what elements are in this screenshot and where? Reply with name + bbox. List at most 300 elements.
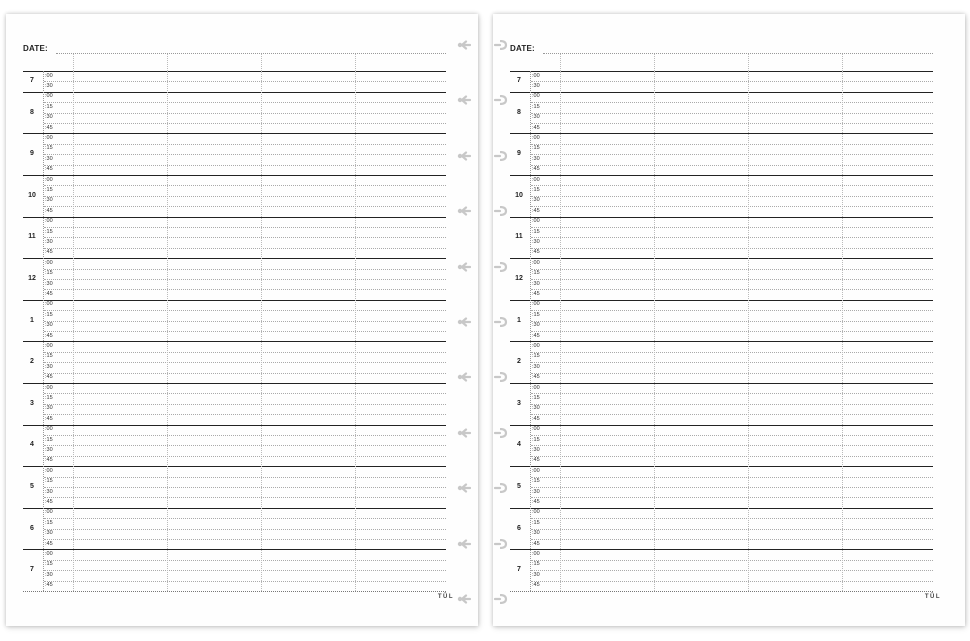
hour-label: 1 [517,316,521,324]
hour-rule [510,508,933,509]
binder-slot-icon [457,428,471,438]
column-line [748,71,749,591]
slot-divider [44,113,446,114]
slot-divider [44,477,446,478]
slot-divider [44,414,446,415]
minute-label: :30 [532,405,540,412]
minute-label: :30 [45,238,53,245]
column-separator [355,54,356,71]
brand-logo: TŪL [924,594,941,600]
hour-label: 3 [517,399,521,407]
hour-rule [23,175,446,176]
slot-divider [531,581,933,582]
minute-label: :00 [532,176,540,183]
column-separator [748,54,749,71]
column-separator [560,54,561,71]
hour-rule [510,258,933,259]
slot-divider [44,123,446,124]
minute-label: :30 [532,280,540,287]
schedule-grid [23,71,446,591]
minute-label: :15 [45,103,53,110]
slot-divider [44,570,446,571]
slot-divider [531,165,933,166]
hour-label: 10 [515,191,523,199]
column-line [261,71,262,591]
hour-label: 11 [515,233,523,241]
minute-label: :00 [45,384,53,391]
minute-label: :00 [532,467,540,474]
hour-rule [510,300,933,301]
hour-block [510,425,933,467]
slot-divider [531,144,933,145]
slot-divider [531,321,933,322]
minute-label: :15 [45,436,53,443]
binder-slot-icon [457,95,471,105]
hour-rule [23,300,446,301]
hour-label: 2 [30,358,34,366]
slot-divider [44,560,446,561]
hour-rule [510,71,933,72]
minute-label: :00 [45,550,53,557]
minute-label: :45 [45,332,53,339]
column-line [654,71,655,591]
slot-divider [44,248,446,249]
minute-label: :15 [532,228,540,235]
hour-label: 2 [517,358,521,366]
slot-divider [531,331,933,332]
hour-label: 12 [28,274,36,282]
hour-block [510,258,933,300]
column-separator [842,54,843,71]
hour-block [23,300,446,342]
binder-slot-icon [457,372,471,382]
slot-divider [44,279,446,280]
minute-column-line [530,71,531,591]
hour-block [23,217,446,259]
slot-divider [44,393,446,394]
minute-label: :00 [45,342,53,349]
slot-divider [531,570,933,571]
slot-divider [531,196,933,197]
minute-column-line [43,71,44,591]
slot-divider [44,539,446,540]
minute-label: :00 [532,342,540,349]
slot-divider [531,362,933,363]
slot-divider [531,123,933,124]
minute-label: :30 [532,571,540,578]
minute-label: :30 [532,114,540,121]
slot-divider [44,529,446,530]
minute-label: :15 [532,561,540,568]
slot-divider [44,331,446,332]
minute-label: :15 [532,436,540,443]
minute-label: :45 [532,124,540,131]
slot-divider [531,237,933,238]
slot-divider [44,154,446,155]
minute-label: :45 [532,582,540,589]
minute-label: :45 [45,457,53,464]
slot-divider [44,227,446,228]
binder-slot-icon [494,151,508,161]
hour-label: 7 [517,566,521,574]
slot-divider [531,518,933,519]
minute-label: :00 [532,72,540,79]
minute-label: :30 [45,322,53,329]
minute-label: :45 [532,540,540,547]
minute-label: :00 [532,93,540,100]
minute-label: :45 [45,207,53,214]
minute-label: :30 [45,405,53,412]
minute-label: :15 [45,228,53,235]
slot-divider [531,102,933,103]
hour-block [23,71,446,92]
minute-label: :30 [45,571,53,578]
minute-label: :45 [45,374,53,381]
minute-label: :45 [532,374,540,381]
minute-label: :45 [45,166,53,173]
hour-rule [23,425,446,426]
hour-block [510,71,933,92]
slot-divider [44,404,446,405]
minute-label: :15 [45,478,53,485]
slot-divider [531,185,933,186]
hour-rule [510,383,933,384]
minute-label: :15 [532,103,540,110]
minute-label: :45 [532,290,540,297]
hour-block [23,425,446,467]
column-line [73,71,74,591]
hour-rule [23,133,446,134]
minute-label: :45 [45,249,53,256]
hour-rule [510,175,933,176]
column-line [167,71,168,591]
hour-block [510,466,933,508]
slot-divider [531,81,933,82]
slot-divider [44,445,446,446]
hour-rule [23,71,446,72]
hour-label: 7 [30,77,34,85]
minute-label: :15 [45,519,53,526]
minute-label: :15 [532,519,540,526]
minute-label: :45 [532,457,540,464]
minute-label: :30 [532,446,540,453]
hour-label: 5 [517,482,521,490]
minute-label: :15 [532,311,540,318]
hour-block [23,133,446,175]
hour-rule [23,258,446,259]
hour-rule [510,92,933,93]
minute-label: :15 [532,478,540,485]
minute-label: :15 [45,311,53,318]
hour-label: 5 [30,482,34,490]
minute-label: :45 [45,124,53,131]
minute-label: :45 [532,207,540,214]
minute-label: :45 [532,332,540,339]
binder-slot-icon [494,95,508,105]
minute-label: :15 [45,395,53,401]
slot-divider [531,560,933,561]
slot-divider [531,487,933,488]
hour-block [510,300,933,342]
hour-block [510,217,933,259]
date-label: DATE: [510,44,535,53]
slot-divider [531,373,933,374]
binder-slot-icon [494,40,508,50]
minute-label: :15 [532,145,540,152]
column-separator [73,54,74,71]
minute-label: :45 [45,582,53,589]
hour-block [510,133,933,175]
slot-divider [531,393,933,394]
column-separator [654,54,655,71]
minute-label: :00 [532,218,540,225]
slot-divider [44,289,446,290]
minute-label: :00 [532,259,540,266]
slot-divider [531,404,933,405]
minute-label: :30 [45,114,53,121]
minute-label: :00 [532,509,540,516]
brand-logo: TŪL [437,594,454,600]
slot-divider [531,435,933,436]
slot-divider [531,269,933,270]
hour-label: 6 [517,524,521,532]
minute-label: :00 [532,426,540,433]
binder-slot-icon [494,317,508,327]
minute-label: :00 [45,259,53,266]
planner-page-right [493,14,965,626]
minute-label: :15 [45,270,53,277]
column-header-band [510,54,933,71]
slot-divider [44,237,446,238]
slot-divider [531,352,933,353]
hour-rule [23,508,446,509]
slot-divider [44,497,446,498]
minute-label: :30 [532,530,540,537]
binder-slot-icon [457,539,471,549]
minute-label: :00 [532,550,540,557]
hour-rule [510,217,933,218]
hour-label: 12 [515,274,523,282]
minute-label: :00 [45,467,53,474]
binder-slot-icon [494,262,508,272]
slot-divider [44,269,446,270]
slot-divider [531,539,933,540]
hour-rule [23,92,446,93]
hour-rule [510,549,933,550]
minute-label: :45 [45,415,53,422]
minute-label: :15 [45,145,53,152]
slot-divider [531,227,933,228]
planner-page-left [6,14,478,626]
hour-label: 4 [517,441,521,449]
minute-label: :30 [45,280,53,287]
binder-slot-icon [494,428,508,438]
minute-label: :15 [45,353,53,360]
minute-label: :15 [45,561,53,568]
slot-divider [531,414,933,415]
hour-rule [23,383,446,384]
minute-label: :30 [532,197,540,204]
grid-bottom-rule [23,591,446,592]
minute-label: :30 [532,83,540,89]
column-header-band [23,54,446,71]
binder-slot-icon [494,539,508,549]
hour-label: 9 [517,150,521,158]
minute-label: :30 [45,446,53,453]
slot-divider [44,373,446,374]
hour-label: 8 [30,108,34,116]
minute-label: :00 [45,509,53,516]
binder-slot-icon [457,483,471,493]
slot-divider [44,81,446,82]
hour-label: 7 [517,77,521,85]
minute-label: :15 [45,187,53,193]
minute-label: :00 [45,72,53,79]
hour-block [510,549,933,591]
date-label: DATE: [23,44,48,53]
minute-label: :30 [45,530,53,537]
hour-block [23,175,446,217]
minute-label: :45 [45,290,53,297]
hour-block [23,383,446,425]
hour-label: 4 [30,441,34,449]
hour-block [23,466,446,508]
column-line [560,71,561,591]
binder-slot-icon [457,151,471,161]
minute-label: :00 [532,384,540,391]
hour-block [23,549,446,591]
minute-label: :15 [532,353,540,360]
hour-label: 1 [30,316,34,324]
slot-divider [44,435,446,436]
slot-divider [44,352,446,353]
slot-divider [531,113,933,114]
minute-label: :30 [532,488,540,495]
slot-divider [44,321,446,322]
minute-label: :00 [45,176,53,183]
column-line [355,71,356,591]
slot-divider [44,185,446,186]
slot-divider [44,456,446,457]
hour-block [510,341,933,383]
minute-label: :45 [532,166,540,173]
slot-divider [531,456,933,457]
minute-label: :45 [532,415,540,422]
minute-label: :30 [45,488,53,495]
hour-rule [510,341,933,342]
slot-divider [44,487,446,488]
slot-divider [531,248,933,249]
binder-slot-icon [494,206,508,216]
binder-slot-icon [457,262,471,272]
slot-divider [531,206,933,207]
minute-label: :30 [532,155,540,162]
minute-label: :45 [45,498,53,505]
slot-divider [531,477,933,478]
hour-rule [510,133,933,134]
minute-label: :30 [532,238,540,245]
minute-label: :30 [45,363,53,370]
hour-label: 9 [30,150,34,158]
slot-divider [44,310,446,311]
binder-slot-icon [494,594,508,604]
hour-block [23,92,446,134]
binder-slot-icon [457,40,471,50]
minute-label: :30 [532,363,540,370]
hour-block [23,508,446,550]
minute-label: :00 [45,93,53,100]
column-separator [261,54,262,71]
slot-divider [531,497,933,498]
hour-rule [510,466,933,467]
hour-rule [23,549,446,550]
minute-label: :45 [532,249,540,256]
slot-divider [531,154,933,155]
minute-label: :15 [532,187,540,193]
hour-block [23,258,446,300]
hour-block [510,383,933,425]
hour-rule [510,425,933,426]
minute-label: :00 [45,218,53,225]
hour-label: 3 [30,399,34,407]
minute-label: :00 [532,301,540,308]
minute-label: :15 [532,395,540,401]
column-separator [167,54,168,71]
slot-divider [44,102,446,103]
hour-label: 6 [30,524,34,532]
hour-label: 11 [28,233,36,241]
binder-slot-icon [494,372,508,382]
slot-divider [531,289,933,290]
slot-divider [44,165,446,166]
hour-block [23,341,446,383]
minute-label: :45 [45,540,53,547]
hour-block [510,175,933,217]
binder-slot-icon [457,594,471,604]
hour-label: 8 [517,108,521,116]
column-line [842,71,843,591]
hour-block [510,92,933,134]
slot-divider [531,279,933,280]
minute-label: :45 [532,498,540,505]
minute-label: :00 [45,134,53,141]
hour-rule [23,466,446,467]
minute-label: :00 [45,426,53,433]
minute-label: :30 [45,83,53,89]
minute-label: :00 [532,134,540,141]
grid-bottom-rule [510,591,933,592]
minute-label: :30 [532,322,540,329]
hour-rule [23,217,446,218]
slot-divider [44,518,446,519]
slot-divider [44,362,446,363]
schedule-grid [510,71,933,591]
binder-slot-icon [494,483,508,493]
binder-slot-icon [457,206,471,216]
slot-divider [44,144,446,145]
slot-divider [531,529,933,530]
slot-divider [531,445,933,446]
hour-rule [23,341,446,342]
minute-label: :15 [532,270,540,277]
slot-divider [44,196,446,197]
hour-label: 10 [28,191,36,199]
slot-divider [44,581,446,582]
binder-slot-icon [457,317,471,327]
minute-label: :30 [45,155,53,162]
hour-block [510,508,933,550]
minute-label: :30 [45,197,53,204]
